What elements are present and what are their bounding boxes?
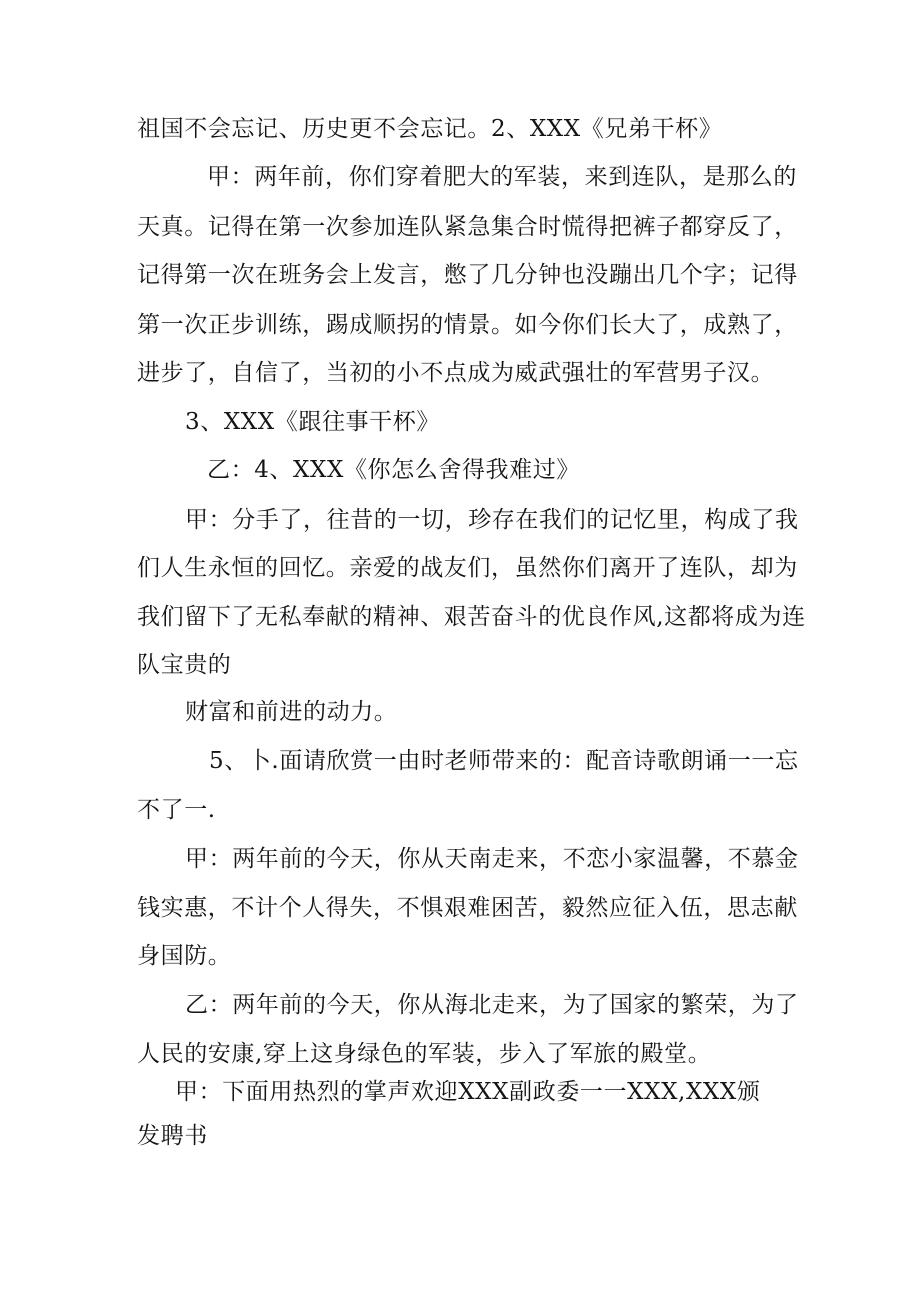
text-line-3: 天真。记得在第一次参加连队紧急集合时慌得把裤子都穿反了， <box>137 214 798 240</box>
text-line-18: 身国防。 <box>137 943 232 969</box>
text-line-4: 记得第一次在班务会上发言，憋了几分钟也没蹦出几个字；记得 <box>137 262 798 288</box>
text-line-2: 甲：两年前，你们穿着肥大的军装，来到连队，是那么的 <box>207 164 797 190</box>
text-line-13: 财富和前进的动力。 <box>185 699 398 725</box>
text-line-16: 甲：两年前的今天，你从天南走来，不恋小家温馨，不慕金 <box>185 846 799 872</box>
text-line-19: 乙：两年前的今天，你从海北走来，为了国家的繁荣，为了 <box>185 992 799 1018</box>
text-line-22: 发聘书 <box>137 1123 208 1149</box>
text-line-10: 们人生永恒的回忆。亲爱的战友们，虽然你们离开了连队，却为 <box>137 555 798 581</box>
text-line-14: 5、卜.面请欣赏一由时老师带来的：配音诗歌朗诵一一忘 <box>209 748 799 774</box>
text-line-7: 3、XXX《跟往事干杯》 <box>185 409 440 435</box>
text-line-8: 乙：4、XXX《你怎么舍得我难过》 <box>207 457 580 483</box>
text-line-21: 甲：下面用热烈的掌声欢迎XXX副政委一一XXX,XXX颁 <box>175 1079 761 1105</box>
text-line-20: 人民的安康,穿上这身绿色的军装，步入了军旅的殿堂。 <box>137 1041 712 1067</box>
text-line-6: 进步了，自信了，当初的小不点成为威武强壮的军营男子汉。 <box>137 360 775 386</box>
text-line-5: 第一次正步训练，踢成顺拐的情景。如今你们长大了，成熟了， <box>137 312 798 338</box>
text-line-17: 钱实惠，不计个人得失，不惧艰难困苦，毅然应征入伍，思志献 <box>137 895 798 921</box>
text-line-1: 祖国不会忘记、历史更不会忘记。2、XXX《兄弟干杯》 <box>137 116 723 142</box>
text-line-12: 队宝贵的 <box>137 652 232 678</box>
text-line-9: 甲：分手了，往昔的一切，珍存在我们的记忆里，构成了我 <box>185 507 799 533</box>
text-line-11: 我们留下了无私奉献的精神、艰苦奋斗的优良作风,这都将成为连 <box>137 604 806 630</box>
text-line-15: 不了一. <box>137 797 216 823</box>
